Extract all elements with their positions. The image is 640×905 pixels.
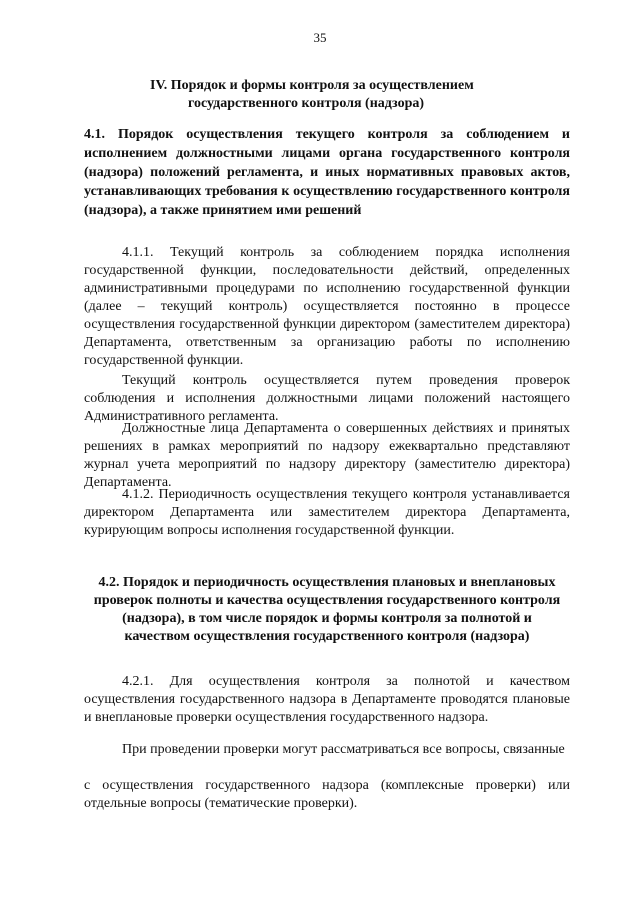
section-iv-title-line1: IV. Порядок и формы контроля за осуществлением xyxy=(150,78,474,93)
paragraph-4-2-1: 4.2.1. Для осуществления контроля за полнотой и качеством осуществления государственного надзора в Департаменте проводятся плановые и внеплановые проверки осуществления государственного надзора. xyxy=(84,674,570,725)
paragraph-inspection-types: с осуществления государственного надзора (комплексные проверки) или отдельные вопросы (тематические проверки). xyxy=(84,778,570,811)
subsection-4-2-heading: 4.2. Порядок и периодичность осуществления плановых и внеплановых проверок полноты и качества осуществления государственного контроля (надзора), в том числе порядок и формы контроля за полнотой и качеством осуществления государственного контроля (надзора) xyxy=(93,575,561,644)
subsection-4-1-heading: 4.1. Порядок осуществления текущего контроля за соблюдением и исполнением должностными лицами органа государственного контроля (надзора) положений регламента, и иных нормативных правовых актов, устанавливающих требования к осуществлению государственного контроля (надзора), а также принятием ими решений xyxy=(84,127,570,218)
page-number: 35 xyxy=(313,30,327,45)
section-iv-title-line2: государственного контроля (надзора) xyxy=(188,96,425,111)
section-iv-title xyxy=(150,77,530,113)
paragraph-inspection-questions: При проведении проверки могут рассматриваться все вопросы, связанные xyxy=(122,742,565,757)
paragraph-4-1-1: 4.1.1. Текущий контроль за соблюдением порядка исполнения государственной функции, последовательности действий, определенных административными процедурами по исполнению государственной функции (далее – текущий контроль) осуществляется постоянно в процессе осуществления государственной функции директором (заместителем директора) Департамента, ответственным за организацию работы по исполнению государственной функции. xyxy=(84,245,570,368)
paragraph-4-1-2: 4.1.2. Периодичность осуществления текущего контроля устанавливается директором Департамента или заместителем директора Департамента, курирующим вопросы исполнения государственной функции. xyxy=(84,487,570,538)
paragraph-officials-report: Должностные лица Департамента о совершенных действиях и принятых решениях в рамках мероприятий по надзору ежеквартально представляют журнал учета мероприятий по надзору директору (заместителю директора) Департамента. xyxy=(84,421,570,490)
paragraph-current-control: Текущий контроль осуществляется путем проведения проверок соблюдения и исполнения должностными лицами положений настоящего Административного регламента. xyxy=(84,373,570,424)
